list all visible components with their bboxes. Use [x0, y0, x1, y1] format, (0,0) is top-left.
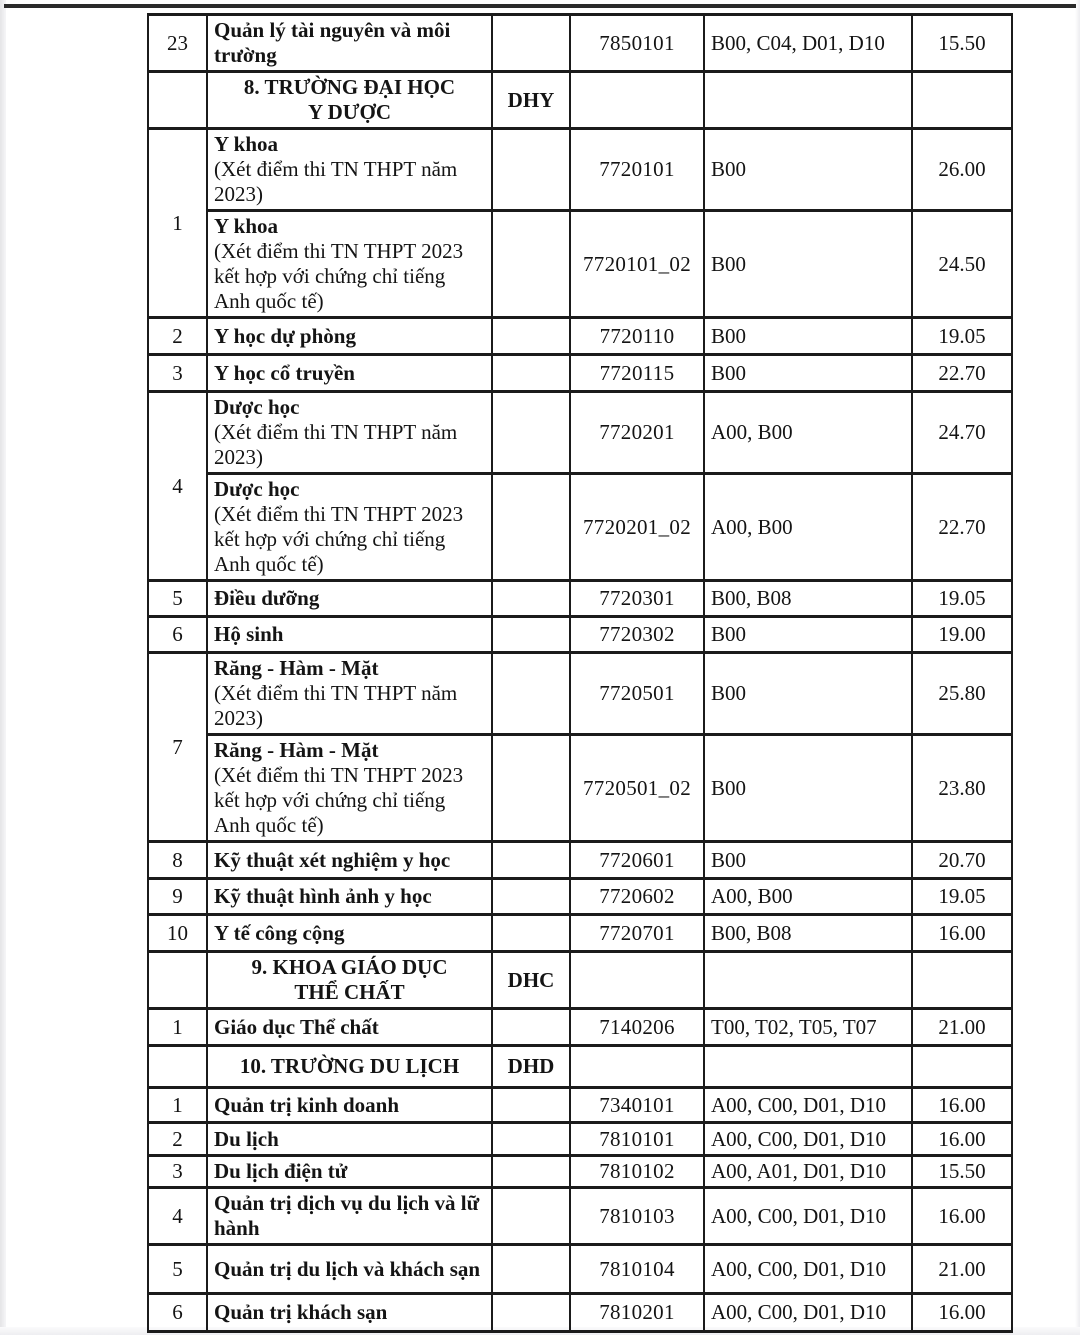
section-header-row — [148, 952, 1012, 1009]
cropped-row-border-line — [4, 4, 1076, 8]
score-cell: 21.00 — [912, 1245, 1012, 1294]
subject-combinations-cell: B00, B08 — [704, 915, 912, 952]
major-cell — [207, 617, 492, 653]
unit-code-cell: DHC — [492, 952, 570, 1009]
row-number-cell — [148, 1046, 207, 1088]
program-code-cell: 7720301 — [570, 581, 704, 617]
admission-scores-table — [147, 13, 1013, 1333]
row-number-cell: 5 — [148, 581, 207, 617]
major-cell — [207, 1009, 492, 1046]
major-name: Du lịch — [214, 1126, 279, 1151]
subject-combinations-cell: B00 — [704, 735, 912, 842]
major-cell — [207, 1294, 492, 1332]
major-name: Quản trị khách sạn — [214, 1300, 388, 1324]
major-name: Dược học — [214, 477, 300, 501]
subject-combinations-cell: A00, B00 — [704, 392, 912, 474]
section-title-line: 8. TRƯỜNG ĐẠI HỌC — [243, 75, 456, 99]
major-cell — [207, 1088, 492, 1123]
unit-code-cell — [492, 1188, 570, 1245]
score-cell: 16.00 — [912, 915, 1012, 952]
program-code-cell: 7720701 — [570, 915, 704, 952]
table-row — [148, 1156, 1012, 1188]
major-name: Răng - Hàm - Mặt — [214, 656, 379, 680]
major-cell — [207, 1188, 492, 1245]
table-row — [148, 842, 1012, 879]
major-name: Quản lý tài nguyên và môi trường — [214, 18, 451, 67]
major-name: Kỹ thuật hình ảnh y học — [214, 884, 432, 908]
score-cell: 16.00 — [912, 1088, 1012, 1123]
major-name: Giáo dục Thể chất — [214, 1014, 379, 1039]
table-row — [148, 581, 1012, 617]
subject-combinations-cell: B00 — [704, 129, 912, 211]
score-cell: 16.00 — [912, 1123, 1012, 1156]
section-header-row — [148, 1046, 1012, 1088]
row-number-cell: 8 — [148, 842, 207, 879]
major-name: Hộ sinh — [214, 622, 284, 646]
table-row — [148, 318, 1012, 355]
section-title-cell — [207, 952, 492, 1009]
major-cell — [207, 1123, 492, 1156]
subject-combinations-cell — [704, 72, 912, 129]
group-subrow — [148, 129, 1012, 211]
major-name: Y khoa — [214, 132, 278, 156]
unit-code-cell — [492, 1156, 570, 1188]
subject-combinations-cell: A00, C00, D01, D10 — [704, 1188, 912, 1245]
subject-combinations-cell: B00 — [704, 617, 912, 653]
subject-combinations-cell — [704, 952, 912, 1009]
row-number-cell: 1 — [148, 129, 207, 318]
row-number-cell: 3 — [148, 355, 207, 392]
subject-combinations-cell: A00, C00, D01, D10 — [704, 1088, 912, 1123]
unit-code-cell — [492, 735, 570, 842]
score-cell: 19.05 — [912, 879, 1012, 915]
unit-code-cell — [492, 1294, 570, 1332]
subject-combinations-cell: A00, C00, D01, D10 — [704, 1123, 912, 1156]
major-cell — [207, 915, 492, 952]
row-number-cell: 5 — [148, 1245, 207, 1294]
major-cell — [207, 392, 492, 474]
major-note: (Xét điểm thi TN THPT năm 2023) — [214, 681, 458, 730]
major-cell — [207, 355, 492, 392]
section-header-row — [148, 72, 1012, 129]
score-cell: 22.70 — [912, 474, 1012, 581]
unit-code-cell — [492, 392, 570, 474]
row-number-cell: 7 — [148, 653, 207, 842]
score-cell: 23.80 — [912, 735, 1012, 842]
major-name: Y học dự phòng — [214, 323, 356, 348]
score-cell: 16.00 — [912, 1294, 1012, 1332]
major-name: Kỹ thuật xét nghiệm y học — [214, 847, 451, 872]
unit-code-cell: DHD — [492, 1046, 570, 1088]
major-note: (Xét điểm thi TN THPT 2023 kết hợp với chứng chỉ tiếng Anh quốc tế) — [214, 239, 464, 313]
row-number-cell: 4 — [148, 1188, 207, 1245]
program-code-cell: 7810101 — [570, 1123, 704, 1156]
score-cell: 16.00 — [912, 1188, 1012, 1245]
major-name: Du lịch điện tử — [214, 1159, 348, 1183]
table-row — [148, 617, 1012, 653]
subject-combinations-cell: A00, B00 — [704, 879, 912, 915]
major-cell — [207, 1156, 492, 1188]
score-cell: 25.80 — [912, 653, 1012, 735]
table-row — [148, 1188, 1012, 1245]
table-row — [148, 15, 1012, 72]
subject-combinations-cell: B00 — [704, 653, 912, 735]
score-cell: 24.50 — [912, 211, 1012, 318]
subject-combinations-cell: B00 — [704, 211, 912, 318]
row-number-cell: 6 — [148, 1294, 207, 1332]
program-code-cell: 7720201 — [570, 392, 704, 474]
row-number-cell: 1 — [148, 1088, 207, 1123]
row-number-cell: 2 — [148, 1123, 207, 1156]
group-subrow — [148, 211, 1012, 318]
score-cell: 19.05 — [912, 581, 1012, 617]
unit-code-cell — [492, 653, 570, 735]
unit-code-cell — [492, 1009, 570, 1046]
subject-combinations-cell: B00, B08 — [704, 581, 912, 617]
table-row — [148, 355, 1012, 392]
major-name: Quản trị kinh doanh — [214, 1092, 400, 1117]
score-cell: 21.00 — [912, 1009, 1012, 1046]
unit-code-cell — [492, 879, 570, 915]
unit-code-cell: DHY — [492, 72, 570, 129]
score-cell: 15.50 — [912, 15, 1012, 72]
row-number-cell: 23 — [148, 15, 207, 72]
section-title-line: 9. KHOA GIÁO DỤC — [251, 955, 448, 979]
row-number-cell — [148, 72, 207, 129]
major-name: Điều dưỡng — [214, 586, 320, 610]
major-name: Y khoa — [214, 214, 278, 238]
program-code-cell: 7720602 — [570, 879, 704, 915]
program-code-cell: 7720101 — [570, 129, 704, 211]
program-code-cell: 7810104 — [570, 1245, 704, 1294]
unit-code-cell — [492, 581, 570, 617]
subject-combinations-cell: B00, C04, D01, D10 — [704, 15, 912, 72]
major-name: Quản trị dịch vụ du lịch và lữ hành — [214, 1191, 480, 1240]
admission-table-body — [148, 15, 1012, 1332]
unit-code-cell — [492, 915, 570, 952]
program-code-cell: 7720201_02 — [570, 474, 704, 581]
program-code-cell — [570, 1046, 704, 1088]
table-row — [148, 915, 1012, 952]
unit-code-cell — [492, 355, 570, 392]
unit-code-cell — [492, 1245, 570, 1294]
program-code-cell: 7720601 — [570, 842, 704, 879]
program-code-cell: 7720110 — [570, 318, 704, 355]
page-left-edge-shade — [0, 0, 6, 1335]
major-cell — [207, 318, 492, 355]
unit-code-cell — [492, 842, 570, 879]
major-note: (Xét điểm thi TN THPT 2023 kết hợp với chứng chỉ tiếng Anh quốc tế) — [214, 502, 464, 576]
unit-code-cell — [492, 318, 570, 355]
group-subrow — [148, 653, 1012, 735]
group-subrow — [148, 392, 1012, 474]
section-title-line: 10. TRƯỜNG DU LỊCH — [239, 1054, 460, 1078]
major-cell — [207, 735, 492, 842]
major-cell — [207, 1245, 492, 1294]
row-number-cell: 9 — [148, 879, 207, 915]
section-title-line: Y DƯỢC — [307, 100, 391, 124]
subject-combinations-cell: B00 — [704, 355, 912, 392]
major-cell — [207, 879, 492, 915]
major-name: Dược học — [214, 395, 300, 419]
table-row — [148, 1245, 1012, 1294]
major-cell — [207, 129, 492, 211]
major-cell — [207, 15, 492, 72]
score-cell: 26.00 — [912, 129, 1012, 211]
score-cell — [912, 72, 1012, 129]
subject-combinations-cell: A00, A01, D01, D10 — [704, 1156, 912, 1188]
major-name: Quản trị du lịch và khách sạn — [214, 1256, 481, 1281]
major-cell — [207, 653, 492, 735]
score-cell: 22.70 — [912, 355, 1012, 392]
program-code-cell: 7720115 — [570, 355, 704, 392]
unit-code-cell — [492, 129, 570, 211]
row-number-cell: 3 — [148, 1156, 207, 1188]
table-row — [148, 879, 1012, 915]
table-row — [148, 1009, 1012, 1046]
major-name: Răng - Hàm - Mặt — [214, 738, 379, 762]
major-cell — [207, 211, 492, 318]
program-code-cell: 7720101_02 — [570, 211, 704, 318]
unit-code-cell — [492, 1123, 570, 1156]
subject-combinations-cell: A00, C00, D01, D10 — [704, 1294, 912, 1332]
subject-combinations-cell: T00, T02, T05, T07 — [704, 1009, 912, 1046]
subject-combinations-cell: A00, C00, D01, D10 — [704, 1245, 912, 1294]
major-note: (Xét điểm thi TN THPT năm 2023) — [214, 420, 458, 469]
unit-code-cell — [492, 474, 570, 581]
subject-combinations-cell: B00 — [704, 318, 912, 355]
program-code-cell: 7720501 — [570, 653, 704, 735]
subject-combinations-cell — [704, 1046, 912, 1088]
program-code-cell: 7720302 — [570, 617, 704, 653]
table-row — [148, 1123, 1012, 1156]
major-name: Y tế công cộng — [214, 920, 345, 945]
score-cell — [912, 952, 1012, 1009]
table-row — [148, 1088, 1012, 1123]
row-number-cell: 2 — [148, 318, 207, 355]
major-cell — [207, 581, 492, 617]
unit-code-cell — [492, 1088, 570, 1123]
major-cell — [207, 474, 492, 581]
unit-code-cell — [492, 211, 570, 318]
program-code-cell: 7720501_02 — [570, 735, 704, 842]
program-code-cell: 7850101 — [570, 15, 704, 72]
table-row — [148, 1294, 1012, 1332]
program-code-cell — [570, 952, 704, 1009]
row-number-cell: 4 — [148, 392, 207, 581]
program-code-cell — [570, 72, 704, 129]
score-cell — [912, 1046, 1012, 1088]
row-number-cell — [148, 952, 207, 1009]
section-title-cell — [207, 1046, 492, 1088]
major-note: (Xét điểm thi TN THPT năm 2023) — [214, 157, 458, 206]
row-number-cell: 1 — [148, 1009, 207, 1046]
row-number-cell: 10 — [148, 915, 207, 952]
unit-code-cell — [492, 15, 570, 72]
row-number-cell: 6 — [148, 617, 207, 653]
section-title-cell — [207, 72, 492, 129]
major-name: Y học cổ truyền — [214, 360, 355, 385]
program-code-cell: 7810102 — [570, 1156, 704, 1188]
program-code-cell: 7340101 — [570, 1088, 704, 1123]
score-cell: 19.05 — [912, 318, 1012, 355]
score-cell: 20.70 — [912, 842, 1012, 879]
program-code-cell: 7140206 — [570, 1009, 704, 1046]
group-subrow — [148, 474, 1012, 581]
score-cell: 15.50 — [912, 1156, 1012, 1188]
program-code-cell: 7810103 — [570, 1188, 704, 1245]
major-note: (Xét điểm thi TN THPT 2023 kết hợp với chứng chỉ tiếng Anh quốc tế) — [214, 763, 464, 837]
program-code-cell: 7810201 — [570, 1294, 704, 1332]
section-title-line: THỂ CHẤT — [294, 980, 405, 1004]
subject-combinations-cell: A00, B00 — [704, 474, 912, 581]
page-right-edge-shade — [1075, 0, 1080, 1335]
score-cell: 19.00 — [912, 617, 1012, 653]
unit-code-cell — [492, 617, 570, 653]
major-cell — [207, 842, 492, 879]
subject-combinations-cell: B00 — [704, 842, 912, 879]
group-subrow — [148, 735, 1012, 842]
score-cell: 24.70 — [912, 392, 1012, 474]
